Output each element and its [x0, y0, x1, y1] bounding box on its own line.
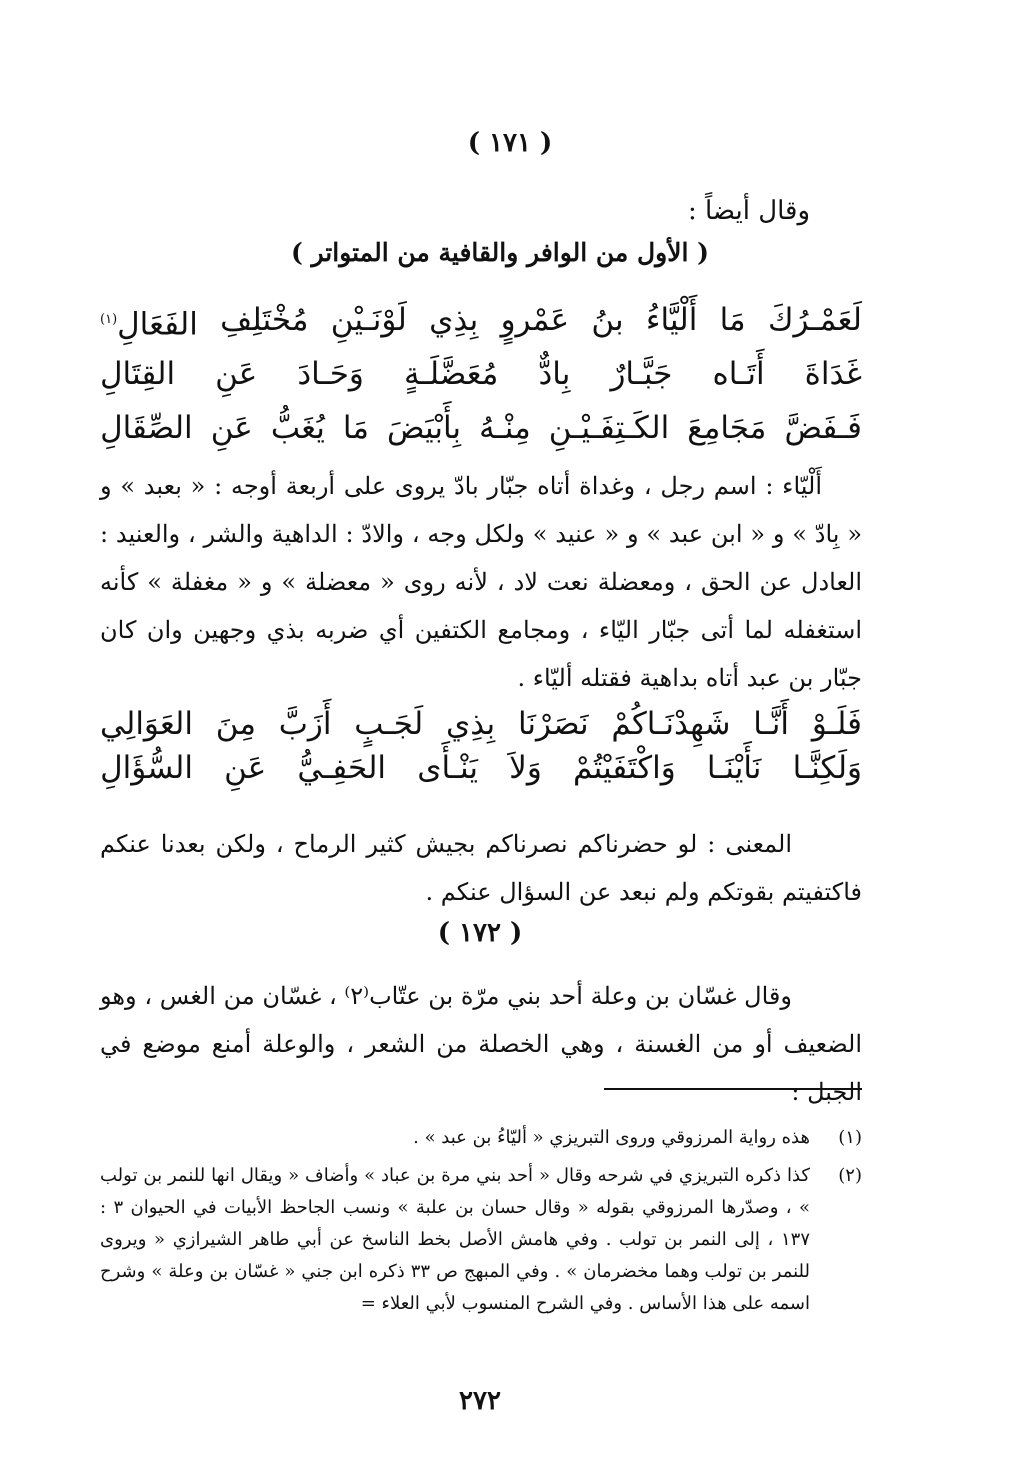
word: مُخْتَلِفِ — [220, 302, 309, 338]
word: عَنِ — [215, 356, 258, 392]
word: مِنْـهُ — [479, 410, 531, 446]
word: القِتَالِ — [100, 356, 176, 392]
word: وَاكْتَفَيْتُمْ — [572, 750, 676, 786]
word: مَا — [719, 302, 746, 338]
commentary-1: أَلْيّاء : اسم رجل ، وغداة أتاه جبّار بادّ يروى على أربعة أوجه : « بعبد » و « بِادّ » و « ابن عبد » و « عنيد » ولكل وجه ، والادّ : الداهية والشر ، والعنيد : العادل عن الحق ، ومعضلة نعت لاد ، لأنه روى « معضلة » و « مغفلة » كأنه استغفله لما أتى جبّار اليّاء ، ومجامع الكتفين أي ضربه بذي وجهين وان كان جبّار بن عبد أتاه بداهية فقتله أليّاء . — [100, 472, 862, 692]
word-text: الفَعَالِ — [117, 306, 198, 343]
word: عَنِ — [224, 750, 267, 786]
word: أَلْيَّاءُ — [645, 302, 698, 338]
word: بنُ — [591, 302, 624, 338]
word: الكَـتِفَـيْـنِ — [548, 410, 670, 446]
word: بِذِي — [446, 706, 496, 742]
word: جَبَّـارٌ — [610, 356, 673, 392]
meter-heading: ( الأول من الوافر والقافية من المتواتر ) — [290, 238, 709, 267]
word: السُّؤَالِ — [100, 750, 193, 786]
word: مُعَضَّلَـةٍ — [403, 356, 499, 392]
intro-line: وقال أيضاً : — [687, 196, 810, 226]
word: أَنَّـا — [753, 706, 790, 742]
footnote-number: (٢) — [838, 1165, 862, 1186]
word: عَنِ — [210, 410, 253, 446]
word: غَدَاةَ — [804, 356, 862, 392]
word: أَزَبَّ — [278, 706, 332, 742]
word: مَجَامِعَ — [687, 410, 767, 446]
word: وَحَـادَ — [297, 356, 364, 392]
word: بِذِي — [429, 302, 479, 338]
poem-1-line-3 — [100, 400, 862, 456]
word: فَلَـوْ — [811, 706, 862, 742]
poem-number-heading: ( ١٧١ ) — [467, 128, 553, 158]
word: فَـفَضَّ — [784, 410, 862, 446]
word: بِادٌّ — [538, 356, 571, 392]
word: الحَفِـيُّ — [297, 750, 387, 786]
footnote-2 — [100, 1160, 862, 1320]
poem-1-line-1 — [100, 292, 862, 352]
footnote-number: (١) — [838, 1127, 862, 1148]
footnote-text: هذه رواية المرزوقي وروى التبريزي « أليّاءُ بن عبد » . — [413, 1127, 810, 1148]
word: وَلَكِنَّـا — [792, 750, 862, 786]
footnote-text: كذا ذكره التبريزي في شرحه وقال « أحد بني مرة بن عباد » وأضاف « ويقال انها للنمر بن تولب » ، وصدّرها المرزوقي بقوله « وقال حسان بن علبة » ونسب الجاحظ الأبيات في الحيوان ٣ : ١٣٧ ، إلى النمر بن تولب . وفي هامش الأصل بخط الناسخ عن أبي طاهر الشيرازي « ويروى للنمر بن تولب وهما مخضرمان » . وفي المبهج ص ٣٣ ذكره ابن جني « غسّان بن وعلة » وشرح اسمه على هذا الأساس . وفي الشرح المنسوب لأبي العلاء = — [100, 1165, 810, 1314]
footnote-marker: (١) — [100, 312, 118, 327]
poem-1-line-2 — [100, 346, 862, 402]
footnote-1 — [100, 1122, 862, 1154]
word: يَنْـأَى — [417, 750, 478, 786]
word: يُغَبُّ — [270, 410, 325, 446]
word: نَصَرْنَا — [517, 706, 589, 742]
word: بِأَبْيَضَ — [387, 410, 462, 446]
section-number-heading: ( ١٧٢ ) — [437, 918, 523, 948]
word: الصِّقَالِ — [100, 410, 193, 446]
poem-2-line-2 — [100, 740, 862, 796]
word: لَعَمْـرُكَ — [767, 302, 862, 338]
commentary-2: المعنى : لو حضرناكم نصرناكم بجيش كثير الرماح ، ولكن بعدنا عنكم فاكتفيتم بقوتكم ولم نبعد عن السؤال عنكم . — [100, 830, 862, 906]
section-2-text: وقال غسّان بن وعلة أحد بني مرّة بن عتّاب⁽٢⁾ ، غسّان من الغس ، وهو الضعيف أو من الغسنة ، وهي الخصلة من الشعر ، والوعلة أمنع موضع في الجبل : — [100, 982, 862, 1106]
word: عَمْروٍ — [500, 302, 570, 338]
word: لَجَـبٍ — [354, 706, 424, 742]
word: العَوَالِي — [100, 706, 193, 742]
word: مِنَ — [215, 706, 256, 742]
word: شَهِدْنَـاكُمْ — [611, 706, 731, 742]
word: لَوْنَـيْنِ — [330, 302, 407, 338]
word: نَأَيْنَـا — [706, 750, 762, 786]
word: أَتَـاه — [712, 356, 765, 392]
word: وَلاَ — [509, 750, 542, 786]
footnote-divider — [604, 1088, 862, 1090]
word — [100, 292, 198, 352]
page-number: ٢٧٢ — [459, 1386, 501, 1416]
word: مَا — [342, 410, 369, 446]
